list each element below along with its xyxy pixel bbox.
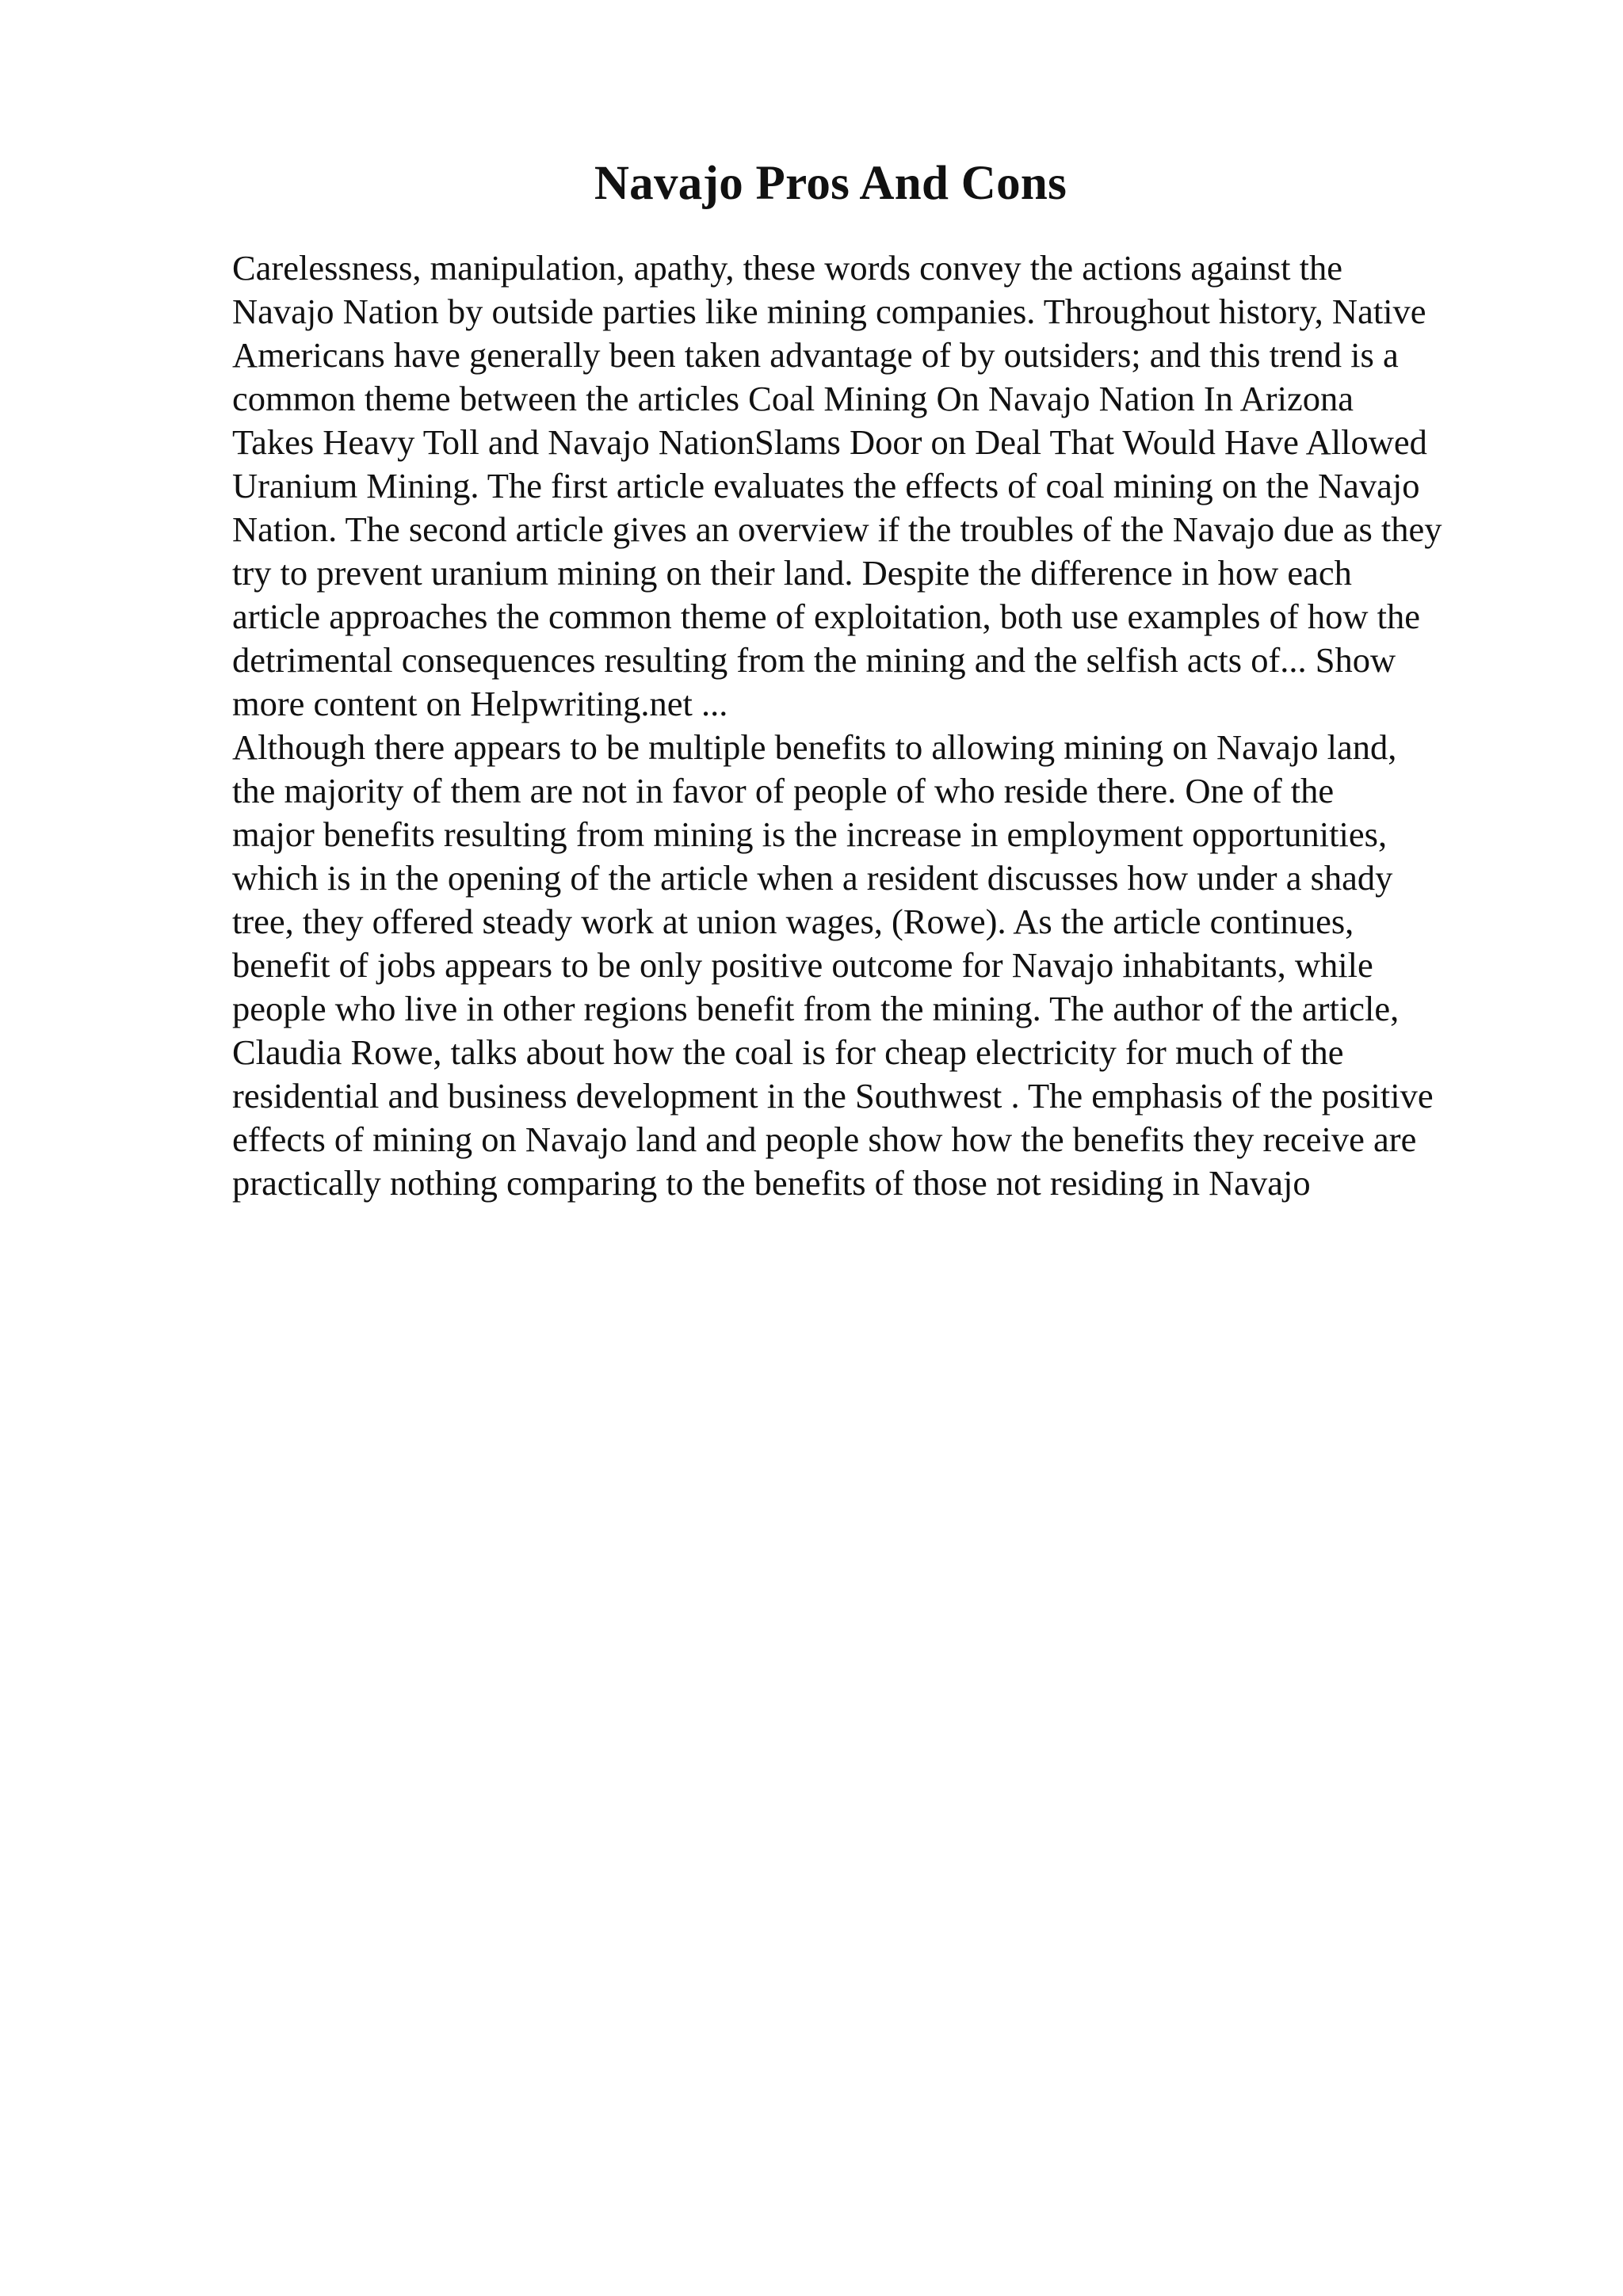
text-line: Takes Heavy Toll and Navajo NationSlams Door on Deal That Would Have Allowed — [232, 422, 1427, 462]
text-line: people who live in other regions benefit from the mining. The author of the article, — [232, 989, 1400, 1028]
text-line: Americans have generally been taken advantage of by outsiders; and this trend is a — [232, 335, 1399, 375]
text-line: Carelessness, manipulation, apathy, these words convey the actions against the — [232, 248, 1342, 288]
text-line: Nation. The second article gives an overview if the troubles of the Navajo due as they — [232, 509, 1442, 549]
text-line: Although there appears to be multiple benefits to allowing mining on Navajo land, — [232, 727, 1397, 767]
text-line: which is in the opening of the article when a resident discusses how under a shady — [232, 858, 1393, 898]
text-line: more content on Helpwriting.net ... — [232, 684, 728, 723]
text-line: benefit of jobs appears to be only positive outcome for Navajo inhabitants, while — [232, 945, 1373, 985]
text-line: common theme between the articles Coal Mining On Navajo Nation In Arizona — [232, 379, 1354, 418]
text-line: Uranium Mining. The first article evaluates the effects of coal mining on the Navajo — [232, 466, 1420, 505]
text-line: residential and business development in the Southwest . The emphasis of the positive — [232, 1076, 1434, 1116]
document-title: Navajo Pros And Cons — [594, 157, 1067, 210]
text-line: the majority of them are not in favor of people of who reside there. One of the — [232, 771, 1335, 810]
text-line: try to prevent uranium mining on their land. Despite the difference in how each — [232, 553, 1352, 593]
document-body — [232, 246, 1516, 1205]
text-line: article approaches the common theme of exploitation, both use examples of how the — [232, 597, 1420, 636]
text-line: practically nothing comparing to the benefits of those not residing in Navajo — [232, 1163, 1311, 1203]
text-line: major benefits resulting from mining is the increase in employment opportunities, — [232, 814, 1388, 854]
text-line: detrimental consequences resulting from the mining and the selfish acts of... Show — [232, 640, 1396, 680]
text-line: Navajo Nation by outside parties like mining companies. Throughout history, Native — [232, 292, 1426, 331]
text-line: Claudia Rowe, talks about how the coal is for cheap electricity for much of the — [232, 1032, 1344, 1072]
text-line: effects of mining on Navajo land and people show how the benefits they receive are — [232, 1119, 1417, 1159]
text-line: tree, they offered steady work at union wages, (Rowe). As the article continues, — [232, 902, 1354, 941]
